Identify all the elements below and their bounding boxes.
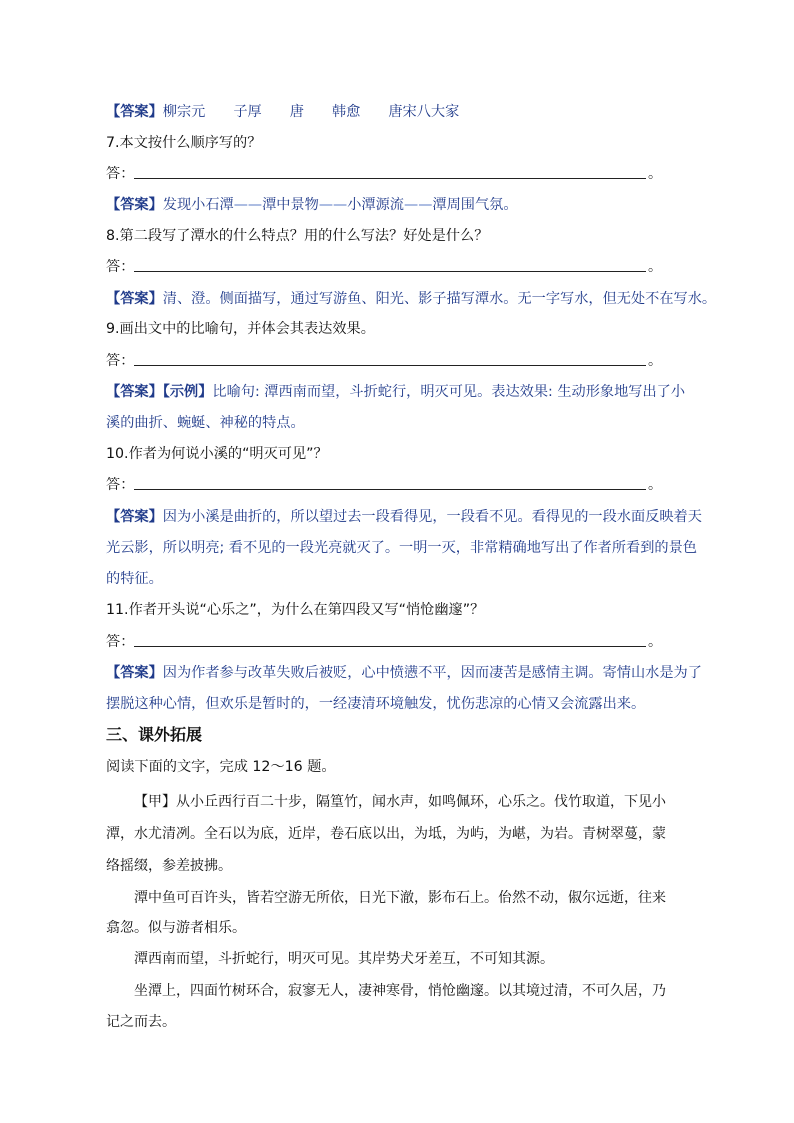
dash-separator: —— [404,197,433,213]
answer-6-author: 柳宗元 [162,104,206,120]
passage-p4-line-1: 坐潭上，四面竹树环合，寂寥无人，凄神寒骨，悄怆幽邃。以其境过清，不可久居，乃 [134,983,666,999]
answer-9-line-2: 溪的曲折、蜿蜒、神秘的特点。 [106,415,305,431]
answer-blank-7[interactable] [134,178,646,179]
answer-tag: 【答案】 [106,509,163,525]
answer-7-step-3: 小潭源流 [347,197,404,213]
answer-blank-10[interactable] [134,489,646,490]
question-8: 8.第二段写了潭水的什么特点？用的什么写法？好处是什么？ [106,228,489,244]
answer-tag: 【答案】 [106,384,163,400]
section-heading: 三、课外拓展 [106,725,203,744]
answer-10-line-1 [106,507,702,527]
answer-11-text: 因为作者参与改革失败后被贬，心中愤懑不平，因而凄苦是感情主调。寄情山水是为了 [162,665,702,681]
question-7: 7.本文按什么顺序写的？ [106,135,262,151]
answer-10-line-3: 的特征。 [106,571,163,587]
answer-7-step-2: 潭中景物 [262,197,319,213]
passage-p4-line-2: 记之而去。 [106,1014,176,1030]
answer-prompt-11: 答： [106,634,135,650]
answer-7 [106,195,518,215]
answer-7-step-1: 发现小石潭 [162,197,234,213]
passage-p1-line-3: 络摇缀，参差披拂。 [106,858,232,874]
passage-p1-line-2: 潭，水尤清冽。全石以为底，近岸，卷石底以出，为坻，为屿，为嵁，为岩。青树翠蔓，蒙 [106,826,666,842]
answer-6-group: 唐宋八大家 [388,104,460,120]
answer-6-peer: 韩愈 [331,104,361,120]
passage-p2-line-1: 潭中鱼可百许头，皆若空游无所依，日光下澈，影布石上。佁然不动，俶尔远逝，往来 [134,890,666,906]
answer-tag: 【答案】 [106,104,163,120]
answer-10-line-2: 光云影，所以明亮; 看不见的一段光亮就灭了。一明一灭，非常精确地写出了作者所看到的景色 [106,540,697,556]
dash-separator: —— [233,197,263,213]
answer-10-text: 因为小溪是曲折的，所以望过去一段看得见，一段看不见。看得见的一段水面反映着天 [162,509,702,525]
answer-blank-11[interactable] [134,646,646,647]
dash-separator: —— [318,197,348,213]
answer-tag: 【答案】 [106,291,163,307]
answer-6 [106,102,459,122]
answer-prompt-8: 答： [106,259,135,275]
answer-prompt-9: 答： [106,353,135,369]
passage-p1-line-1: 【甲】从小丘西行百二十步，隔篁竹，闻水声，如鸣佩环，心乐之。伐竹取道，下见小 [134,794,666,810]
period-11: 。 [648,634,662,650]
answer-6-dynasty: 唐 [289,104,304,120]
passage-p3-line-1: 潭西南而望，斗折蛇行，明灭可见。其岸势犬牙差互，不可知其源。 [134,951,554,967]
answer-8-text: 清、澄。侧面描写，通过写游鱼、阳光、影子描写潭水。无一字写水，但无处不在写水。 [162,291,717,307]
answer-11-line-2: 摆脱这种心情，但欢乐是暂时的，一经凄清环境触发，忧伤悲凉的心情又会流露出来。 [106,696,646,712]
answer-blank-8[interactable] [134,271,646,272]
question-11: 11.作者开头说“心乐之”，为什么在第四段又写“悄怆幽邃”？ [106,602,485,618]
period-7: 。 [648,166,662,182]
answer-prompt-7: 答： [106,166,135,182]
question-10: 10.作者为何说小溪的“明灭可见”？ [106,446,328,462]
answer-8 [106,289,716,309]
period-9: 。 [648,353,662,369]
period-8: 。 [648,259,662,275]
answer-7-step-4: 潭周围气氛。 [432,197,518,213]
passage-p2-line-2: 翕忽。似与游者相乐。 [106,920,246,936]
answer-prompt-10: 答： [106,477,135,493]
answer-9-text: 比喻句: 潭西南而望，斗折蛇行，明灭可见。表达效果: 生动形象地写出了小 [212,384,686,400]
reading-instruction: 阅读下面的文字，完成 12～16 题。 [106,759,336,775]
answer-9-line-1 [106,382,685,402]
answer-6-courtesy-name: 子厚 [233,104,262,120]
answer-tag: 【答案】 [106,197,163,213]
question-9: 9.画出文中的比喻句，并体会其表达效果。 [106,321,375,337]
answer-tag: 【答案】 [106,665,163,681]
example-tag: 【示例】 [162,384,213,400]
answer-blank-9[interactable] [134,365,646,366]
period-10: 。 [648,477,662,493]
answer-11-line-1 [106,663,702,683]
